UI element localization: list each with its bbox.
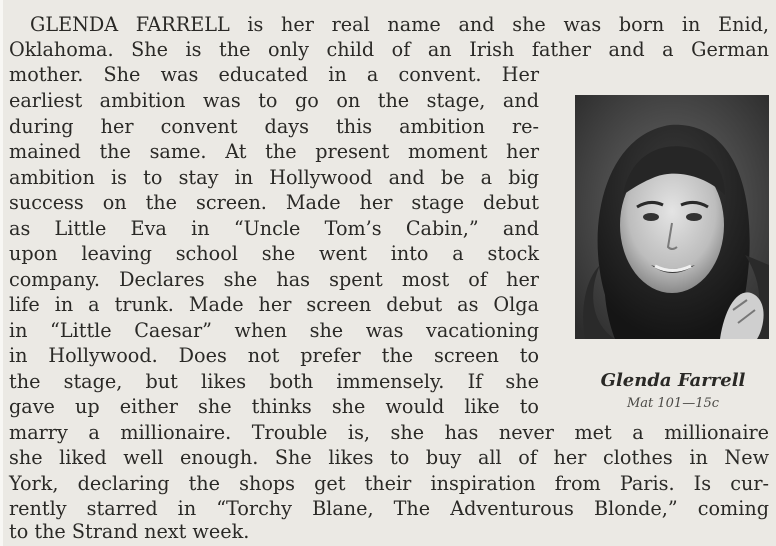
article-line-4: earliest ambition was to go on the stage, and: [9, 89, 539, 112]
article-line-14: in Hollywood. Does not prefer the screen to: [9, 344, 539, 367]
article-line-15: the stage, but likes both immensely. If she: [9, 370, 539, 393]
article-line-21: to the Strand next week.: [9, 520, 250, 543]
article-line-16: gave up either she thinks she would like to: [9, 395, 539, 418]
article-line-20: rently starred in “Torchy Blane, The Adventurous Blonde,” coming: [9, 497, 769, 520]
article-line-9: as Little Eva in “Uncle Tom’s Cabin,” and: [9, 217, 539, 240]
article-line-7: ambition is to stay in Hollywood and be a big: [9, 166, 539, 189]
article-line-13: in “Little Caesar” when she was vacationing: [9, 319, 539, 342]
article-line-2: Oklahoma. She is the only child of an Irish father and a German: [9, 38, 769, 61]
portrait-image: [575, 95, 769, 339]
article-line-8: success on the screen. Made her stage debut: [9, 191, 539, 214]
photo-caption-mat: Mat 101—15c: [626, 396, 720, 411]
portrait-photo: [575, 95, 769, 339]
photo-caption-name: Glenda Farrell: [600, 370, 746, 391]
article-line-5: during her convent days this ambition re-: [9, 115, 539, 138]
article-line-12: life in a trunk. Made her screen debut as Olga: [9, 293, 539, 316]
article-line-11: company. Declares she has spent most of her: [9, 268, 539, 291]
article-line-10: upon leaving school she went into a stock: [9, 242, 539, 265]
article-line-18: she liked well enough. She likes to buy all of her clothes in New: [9, 446, 769, 469]
article-line-1: GLENDA FARRELL is her real name and she was born in Enid,: [30, 13, 769, 36]
article-line-19: York, declaring the shops get their inspiration from Paris. Is cur-: [9, 472, 769, 495]
article-line-17: marry a millionaire. Trouble is, she has never met a millionaire: [9, 421, 769, 444]
clipping-edge: [0, 0, 3, 546]
article-line-3: mother. She was educated in a convent. Her: [9, 63, 539, 86]
article-line-6: mained the same. At the present moment her: [9, 140, 539, 163]
